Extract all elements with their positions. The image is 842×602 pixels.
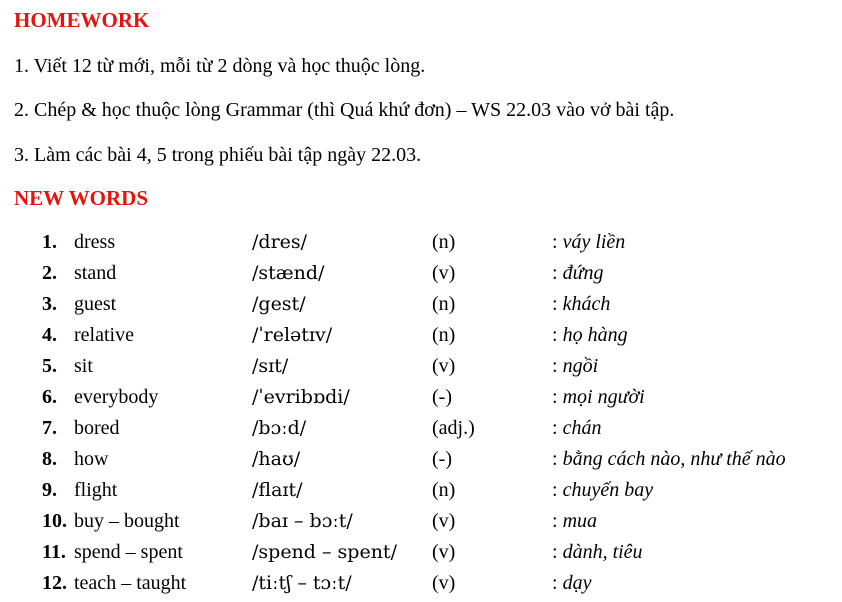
homework-heading: HOMEWORK xyxy=(14,8,150,32)
vocab-part-of-speech: (adj.) xyxy=(432,417,475,439)
vocab-ipa: /flaɪt/ xyxy=(252,479,303,501)
vocab-row xyxy=(0,507,842,535)
vocab-word: spend – spent xyxy=(74,541,183,563)
vocab-row xyxy=(0,228,842,256)
vocab-word: teach – taught xyxy=(74,572,187,594)
vocab-meaning-text: mọi người xyxy=(562,386,645,408)
vocab-word: dress xyxy=(74,231,116,253)
vocab-meaning xyxy=(552,321,628,349)
vocab-colon: : xyxy=(552,355,558,377)
vocab-meaning xyxy=(552,259,603,287)
vocab-number: 10. xyxy=(42,510,67,532)
vocab-part-of-speech: (v) xyxy=(432,510,456,532)
vocab-ipa: /ˈrelətɪv/ xyxy=(252,324,333,346)
vocab-part-of-speech: (n) xyxy=(432,479,456,501)
vocab-meaning-text: mua xyxy=(562,510,598,532)
vocab-meaning xyxy=(552,445,786,473)
vocab-meaning xyxy=(552,228,625,256)
vocab-row xyxy=(0,414,842,442)
vocab-colon: : xyxy=(552,572,558,594)
vocab-ipa: /gest/ xyxy=(252,293,306,315)
vocab-row xyxy=(0,352,842,380)
homework-task-1: 1. Viết 12 từ mới, mỗi từ 2 dòng và học thuộc lòng. xyxy=(14,55,426,77)
vocab-meaning xyxy=(552,290,610,318)
vocab-meaning-text: khách xyxy=(562,293,611,315)
vocab-number: 2. xyxy=(42,262,57,284)
vocab-ipa: /spend – spent/ xyxy=(252,541,397,563)
vocab-ipa: /stænd/ xyxy=(252,262,325,284)
vocab-ipa: /baɪ – bɔːt/ xyxy=(252,510,353,532)
vocab-colon: : xyxy=(552,324,558,346)
vocab-part-of-speech: (v) xyxy=(432,262,456,284)
vocab-meaning-text: họ hàng xyxy=(562,324,628,346)
vocab-word: bored xyxy=(74,417,120,439)
vocab-ipa: /haʊ/ xyxy=(252,448,301,470)
vocab-meaning-text: dành, tiêu xyxy=(562,541,643,563)
vocab-word: buy – bought xyxy=(74,510,180,532)
vocab-colon: : xyxy=(552,231,558,253)
vocab-word: sit xyxy=(74,355,93,377)
vocab-part-of-speech: (n) xyxy=(432,324,456,346)
vocab-part-of-speech: (-) xyxy=(432,386,452,408)
vocab-row xyxy=(0,321,842,349)
vocab-number: 7. xyxy=(42,417,57,439)
vocab-meaning-text: ngồi xyxy=(562,355,599,377)
vocab-part-of-speech: (-) xyxy=(432,448,452,470)
vocab-meaning-text: váy liền xyxy=(562,231,626,253)
vocab-number: 12. xyxy=(42,572,67,594)
vocab-word: flight xyxy=(74,479,118,501)
vocab-number: 4. xyxy=(42,324,57,346)
vocab-row xyxy=(0,569,842,597)
vocab-meaning-text: đứng xyxy=(562,262,604,284)
vocab-word: guest xyxy=(74,293,117,315)
vocab-row xyxy=(0,259,842,287)
vocab-meaning xyxy=(552,383,645,411)
vocab-meaning-text: dạy xyxy=(562,572,592,594)
vocab-colon: : xyxy=(552,262,558,284)
vocab-number: 5. xyxy=(42,355,57,377)
vocab-word: how xyxy=(74,448,109,470)
vocab-number: 11. xyxy=(42,541,66,563)
vocab-meaning xyxy=(552,352,598,380)
homework-task-2: 2. Chép & học thuộc lòng Grammar (thì Quá khứ đơn) – WS 22.03 vào vở bài tập. xyxy=(14,99,675,121)
vocab-row xyxy=(0,290,842,318)
vocab-row xyxy=(0,445,842,473)
new-words-heading: NEW WORDS xyxy=(14,186,149,210)
vocab-ipa: /dres/ xyxy=(252,231,308,253)
vocab-colon: : xyxy=(552,417,558,439)
vocab-word: relative xyxy=(74,324,134,346)
vocab-meaning-text: chán xyxy=(562,417,602,439)
vocab-ipa: /bɔːd/ xyxy=(252,417,307,439)
vocab-row xyxy=(0,476,842,504)
vocab-meaning xyxy=(552,476,653,504)
vocab-ipa: /tiːtʃ – tɔːt/ xyxy=(252,572,352,594)
vocab-number: 6. xyxy=(42,386,57,408)
vocab-row xyxy=(0,538,842,566)
vocab-part-of-speech: (n) xyxy=(432,231,456,253)
vocab-meaning xyxy=(552,538,643,566)
vocab-colon: : xyxy=(552,510,558,532)
vocab-meaning xyxy=(552,414,601,442)
vocab-number: 1. xyxy=(42,231,57,253)
vocab-colon: : xyxy=(552,386,558,408)
vocab-part-of-speech: (v) xyxy=(432,572,456,594)
vocab-meaning xyxy=(552,507,597,535)
vocab-word: everybody xyxy=(74,386,159,408)
vocab-part-of-speech: (v) xyxy=(432,355,456,377)
vocab-part-of-speech: (n) xyxy=(432,293,456,315)
vocab-colon: : xyxy=(552,479,558,501)
vocab-ipa: /sɪt/ xyxy=(252,355,289,377)
homework-task-3: 3. Làm các bài 4, 5 trong phiếu bài tập ngày 22.03. xyxy=(14,144,422,166)
vocab-colon: : xyxy=(552,293,558,315)
vocab-number: 9. xyxy=(42,479,57,501)
vocab-meaning-text: chuyến bay xyxy=(562,479,654,501)
vocab-part-of-speech: (v) xyxy=(432,541,456,563)
vocab-meaning-text: bằng cách nào, như thế nào xyxy=(562,448,786,470)
vocab-meaning xyxy=(552,569,591,597)
vocab-word: stand xyxy=(74,262,117,284)
vocab-row xyxy=(0,383,842,411)
vocab-number: 8. xyxy=(42,448,57,470)
vocab-colon: : xyxy=(552,448,558,470)
vocab-number: 3. xyxy=(42,293,57,315)
vocab-ipa: /ˈevribɒdi/ xyxy=(252,386,350,408)
vocab-colon: : xyxy=(552,541,558,563)
